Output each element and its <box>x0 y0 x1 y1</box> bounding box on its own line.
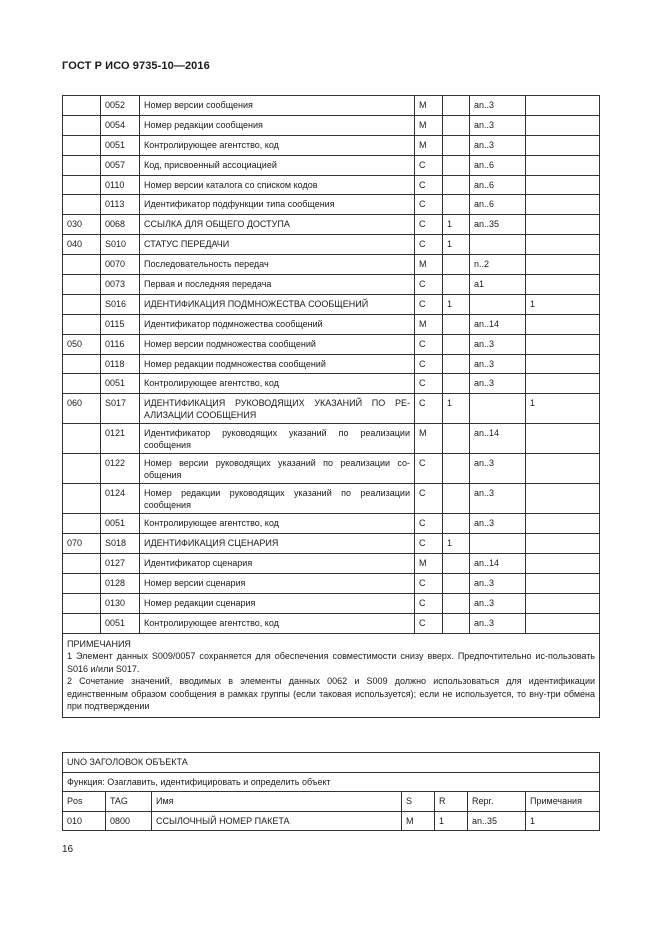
cell-name: Номер редакции подмножества сообщений <box>140 354 415 374</box>
document-header: ГОСТ Р ИСО 9735-10—2016 <box>62 60 210 72</box>
cell-repr: a1 <box>470 275 526 295</box>
cell-s: C <box>415 294 443 314</box>
cell-r <box>443 424 470 454</box>
cell-tag: 0124 <box>101 484 140 514</box>
cell-s: M <box>415 96 443 116</box>
cell-repr: an..3 <box>470 354 526 374</box>
cell-pos: 010 <box>63 811 106 831</box>
cell-pos <box>63 574 101 594</box>
cell-s: C <box>415 394 443 424</box>
header-repr: Repr. <box>468 792 526 812</box>
cell-s: C <box>415 613 443 633</box>
table-row <box>63 554 600 574</box>
cell-pos <box>63 613 101 633</box>
cell-name: Номер версии каталога со списком кодов <box>140 175 415 195</box>
cell-repr: an..6 <box>470 175 526 195</box>
cell-s: M <box>415 314 443 334</box>
cell-repr: an..3 <box>470 374 526 394</box>
cell-pos <box>63 255 101 275</box>
cell-s: M <box>415 554 443 574</box>
table-row <box>63 613 600 633</box>
cell-repr: an..6 <box>470 155 526 175</box>
cell-s: C <box>415 593 443 613</box>
note-item-2: 2 Сочетание значений, вводимых в элементы данных 0062 и S009 должно использоваться для идентификации единственным образом сообщения в рамках группы (если таковая используется); если не используется, то вну-три обмена при подтверждении <box>67 676 595 712</box>
cell-tag: 0054 <box>101 115 140 135</box>
cell-repr: an..6 <box>470 195 526 215</box>
cell-name: Первая и последняя передача <box>140 275 415 295</box>
cell-notes <box>526 484 600 514</box>
table-row <box>63 294 600 314</box>
cell-s: C <box>415 215 443 235</box>
cell-notes <box>526 374 600 394</box>
cell-notes <box>526 255 600 275</box>
cell-name: Идентификатор сценария <box>140 554 415 574</box>
cell-notes <box>526 334 600 354</box>
segment-function: Функция: Озаглавить, идентифицировать и определить объект <box>63 772 600 792</box>
cell-notes <box>526 424 600 454</box>
cell-s: C <box>415 574 443 594</box>
cell-tag: 0118 <box>101 354 140 374</box>
cell-r <box>443 484 470 514</box>
cell-repr: an..14 <box>470 424 526 454</box>
cell-notes: 1 <box>526 811 600 831</box>
cell-notes <box>526 354 600 374</box>
cell-name: Номер версии сценария <box>140 574 415 594</box>
cell-s: M <box>415 135 443 155</box>
header-s: S <box>402 792 435 812</box>
cell-repr: an..3 <box>470 135 526 155</box>
cell-tag: 0070 <box>101 255 140 275</box>
cell-tag: 0115 <box>101 314 140 334</box>
cell-name: Идентификатор руководящих указаний по реализации сообщения <box>140 424 415 454</box>
cell-tag: 0052 <box>101 96 140 116</box>
cell-name: Контролирующее агентство, код <box>140 135 415 155</box>
cell-s: C <box>415 354 443 374</box>
cell-r <box>443 454 470 484</box>
cell-r: 1 <box>443 394 470 424</box>
cell-tag: 0057 <box>101 155 140 175</box>
cell-tag: 0128 <box>101 574 140 594</box>
cell-r: 1 <box>435 811 468 831</box>
cell-repr: an..3 <box>470 593 526 613</box>
cell-repr: an..14 <box>470 314 526 334</box>
cell-s: M <box>415 424 443 454</box>
table-row <box>63 215 600 235</box>
cell-pos <box>63 593 101 613</box>
cell-notes <box>526 155 600 175</box>
cell-repr <box>470 534 526 554</box>
notes-title: ПРИМЕЧАНИЯ <box>67 638 131 649</box>
cell-repr: an..35 <box>470 215 526 235</box>
cell-tag: S010 <box>101 235 140 255</box>
cell-pos <box>63 554 101 574</box>
segment-header-row <box>63 792 600 812</box>
cell-notes <box>526 175 600 195</box>
cell-pos <box>63 314 101 334</box>
table-row <box>63 135 600 155</box>
cell-name: Идентификатор подмножества сообщений <box>140 314 415 334</box>
table-row <box>63 534 600 554</box>
cell-r <box>443 374 470 394</box>
note-item-1: 1 Элемент данных S009/0057 сохраняется для обеспечения совместимости снизу вверх. Предпочтительно ис-пользовать S016 и/или S017. <box>67 651 595 674</box>
cell-repr: an..3 <box>470 115 526 135</box>
cell-s: C <box>415 175 443 195</box>
table-row <box>63 175 600 195</box>
cell-notes <box>526 235 600 255</box>
table-row <box>63 484 600 514</box>
cell-notes: 1 <box>526 394 600 424</box>
cell-notes <box>526 593 600 613</box>
cell-repr: an..3 <box>470 514 526 534</box>
cell-r <box>443 96 470 116</box>
header-tag: TAG <box>106 792 152 812</box>
cell-r: 1 <box>443 294 470 314</box>
table-row <box>63 394 600 424</box>
cell-notes <box>526 514 600 534</box>
segment-title: UNO ЗАГОЛОВОК ОБЪЕКТА <box>63 753 600 773</box>
table-row <box>63 424 600 454</box>
cell-s: M <box>402 811 435 831</box>
cell-name: Контролирующее агентство, код <box>140 374 415 394</box>
cell-r: 1 <box>443 235 470 255</box>
header-name: Имя <box>152 792 402 812</box>
notes-block <box>63 633 600 717</box>
cell-s: C <box>415 275 443 295</box>
cell-pos: 060 <box>63 394 101 424</box>
cell-r <box>443 115 470 135</box>
cell-notes <box>526 275 600 295</box>
cell-repr: an..3 <box>470 574 526 594</box>
page-number: 16 <box>62 844 74 855</box>
cell-name: Контролирующее агентство, код <box>140 613 415 633</box>
cell-repr <box>470 394 526 424</box>
cell-name: ССЫЛКА ДЛЯ ОБЩЕГО ДОСТУПА <box>140 215 415 235</box>
cell-s: C <box>415 235 443 255</box>
cell-name: Номер редакции руководящих указаний по реализации сообщения <box>140 484 415 514</box>
cell-tag: 0122 <box>101 454 140 484</box>
cell-name: ИДЕНТИФИКАЦИЯ ПОДМНОЖЕСТВА СООБЩЕНИЙ <box>140 294 415 314</box>
cell-notes <box>526 135 600 155</box>
cell-repr: an..3 <box>470 96 526 116</box>
cell-repr: an..3 <box>470 334 526 354</box>
cell-notes <box>526 534 600 554</box>
cell-tag: 0110 <box>101 175 140 195</box>
cell-notes <box>526 115 600 135</box>
cell-tag: 0068 <box>101 215 140 235</box>
cell-pos: 050 <box>63 334 101 354</box>
table-row <box>63 514 600 534</box>
table-row <box>63 155 600 175</box>
cell-pos <box>63 135 101 155</box>
cell-name: Идентификатор подфункции типа сообщения <box>140 195 415 215</box>
table-row <box>63 255 600 275</box>
cell-r <box>443 354 470 374</box>
cell-tag: 0800 <box>106 811 152 831</box>
cell-repr <box>470 235 526 255</box>
cell-tag: 0051 <box>101 135 140 155</box>
cell-s: C <box>415 195 443 215</box>
cell-r <box>443 255 470 275</box>
cell-notes <box>526 314 600 334</box>
table-row <box>63 574 600 594</box>
cell-repr: an..3 <box>470 484 526 514</box>
table-row <box>63 275 600 295</box>
cell-s: M <box>415 115 443 135</box>
cell-repr: an..35 <box>468 811 526 831</box>
table-row <box>63 354 600 374</box>
cell-pos <box>63 514 101 534</box>
cell-repr: an..3 <box>470 454 526 484</box>
table-row <box>63 195 600 215</box>
cell-pos <box>63 354 101 374</box>
cell-tag: 0116 <box>101 334 140 354</box>
cell-notes <box>526 96 600 116</box>
cell-r <box>443 574 470 594</box>
cell-r <box>443 195 470 215</box>
table-row <box>63 374 600 394</box>
cell-tag: S016 <box>101 294 140 314</box>
cell-repr: n..2 <box>470 255 526 275</box>
cell-tag: 0127 <box>101 554 140 574</box>
cell-name: Номер версии подмножества сообщений <box>140 334 415 354</box>
cell-pos <box>63 195 101 215</box>
cell-s: M <box>415 255 443 275</box>
cell-repr: an..14 <box>470 554 526 574</box>
cell-r: 1 <box>443 215 470 235</box>
cell-s: C <box>415 514 443 534</box>
cell-pos <box>63 424 101 454</box>
cell-r <box>443 275 470 295</box>
cell-tag: 0051 <box>101 613 140 633</box>
cell-r <box>443 593 470 613</box>
cell-notes <box>526 454 600 484</box>
cell-name: Номер версии сообщения <box>140 96 415 116</box>
cell-r <box>443 175 470 195</box>
cell-r <box>443 155 470 175</box>
cell-name: Номер редакции сценария <box>140 593 415 613</box>
segment-table <box>62 752 600 831</box>
cell-s: C <box>415 334 443 354</box>
cell-pos <box>63 484 101 514</box>
cell-r: 1 <box>443 534 470 554</box>
table-row <box>63 115 600 135</box>
header-notes: Примечания <box>526 792 600 812</box>
cell-pos <box>63 374 101 394</box>
data-elements-table <box>62 95 600 718</box>
cell-pos <box>63 175 101 195</box>
cell-name: Номер редакции сообщения <box>140 115 415 135</box>
cell-name: Код, присвоенный ассоциацией <box>140 155 415 175</box>
cell-pos <box>63 275 101 295</box>
cell-r <box>443 334 470 354</box>
header-pos: Pos <box>63 792 106 812</box>
cell-s: C <box>415 374 443 394</box>
table-row <box>63 235 600 255</box>
cell-tag: 0121 <box>101 424 140 454</box>
cell-tag: S018 <box>101 534 140 554</box>
table-row <box>63 314 600 334</box>
cell-name: ИДЕНТИФИКАЦИЯ РУКОВОДЯЩИХ УКАЗАНИЙ ПО РЕ-АЛИЗАЦИИ СООБЩЕНИЯ <box>140 394 415 424</box>
cell-tag: 0130 <box>101 593 140 613</box>
cell-name: Контролирующее агентство, код <box>140 514 415 534</box>
cell-s: C <box>415 155 443 175</box>
cell-pos: 030 <box>63 215 101 235</box>
cell-s: C <box>415 534 443 554</box>
header-r: R <box>435 792 468 812</box>
cell-notes <box>526 195 600 215</box>
cell-name: ИДЕНТИФИКАЦИЯ СЦЕНАРИЯ <box>140 534 415 554</box>
cell-pos: 070 <box>63 534 101 554</box>
cell-tag: S017 <box>101 394 140 424</box>
table-row <box>63 334 600 354</box>
cell-s: C <box>415 484 443 514</box>
cell-tag: 0051 <box>101 514 140 534</box>
cell-pos <box>63 454 101 484</box>
cell-tag: 0051 <box>101 374 140 394</box>
cell-pos <box>63 155 101 175</box>
cell-repr <box>470 294 526 314</box>
cell-notes <box>526 554 600 574</box>
cell-r <box>443 314 470 334</box>
table-row <box>63 593 600 613</box>
cell-name: СТАТУС ПЕРЕДАЧИ <box>140 235 415 255</box>
cell-name: ССЫЛОЧНЫЙ НОМЕР ПАКЕТА <box>152 811 402 831</box>
cell-pos <box>63 96 101 116</box>
cell-r <box>443 514 470 534</box>
cell-pos <box>63 115 101 135</box>
table-row <box>63 96 600 116</box>
cell-r <box>443 613 470 633</box>
cell-tag: 0073 <box>101 275 140 295</box>
cell-name: Последовательность передач <box>140 255 415 275</box>
cell-tag: 0113 <box>101 195 140 215</box>
cell-notes <box>526 215 600 235</box>
segment-row <box>63 811 600 831</box>
cell-r <box>443 554 470 574</box>
cell-pos: 040 <box>63 235 101 255</box>
cell-notes <box>526 574 600 594</box>
cell-s: C <box>415 454 443 484</box>
cell-repr: an..3 <box>470 613 526 633</box>
cell-pos <box>63 294 101 314</box>
table-row <box>63 454 600 484</box>
cell-notes <box>526 613 600 633</box>
cell-notes: 1 <box>526 294 600 314</box>
cell-name: Номер версии руководящих указаний по реализации со-общения <box>140 454 415 484</box>
cell-r <box>443 135 470 155</box>
